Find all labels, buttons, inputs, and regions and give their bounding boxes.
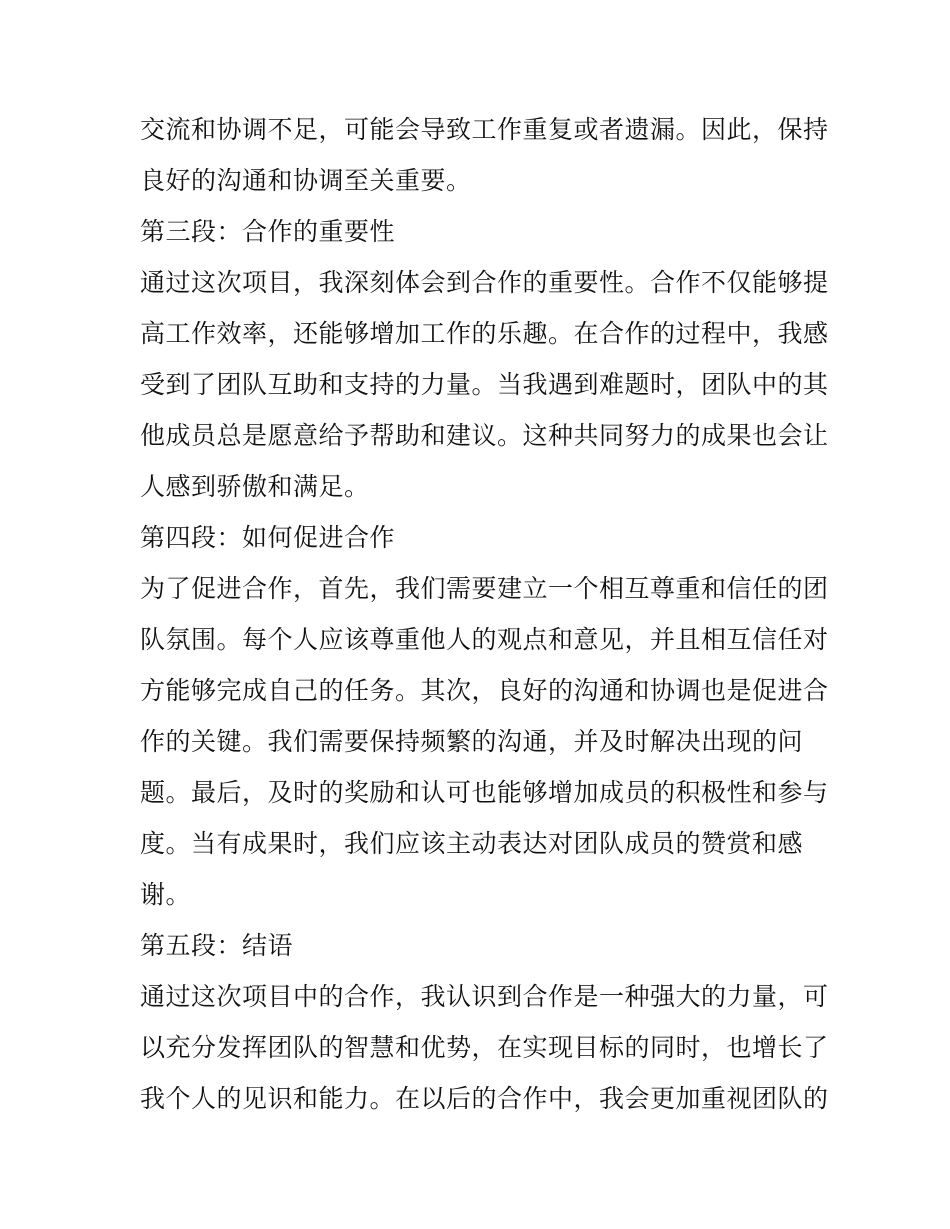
heading-text: 第三段：合作的重要性 — [140, 217, 396, 246]
text-line: 度。当有成果时，我们应该主动表达对团队成员的赞赏和感 — [140, 829, 804, 858]
section-heading-5 — [140, 920, 820, 971]
heading-text: 第四段：如何促进合作 — [140, 523, 396, 552]
text-line: 高工作效率，还能够增加工作的乐趣。在合作的过程中，我感 — [140, 319, 829, 348]
heading-text: 第五段：结语 — [140, 931, 294, 960]
text-line: 人感到骄傲和满足。 — [140, 472, 370, 501]
text-line: 我个人的见识和能力。在以后的合作中，我会更加重视团队的 — [140, 1084, 829, 1113]
text-line: 通过这次项目中的合作，我认识到合作是一种强大的力量，可 — [140, 982, 829, 1011]
text-line: 队氛围。每个人应该尊重他人的观点和意见，并且相互信任对 — [140, 625, 829, 654]
section-heading-4 — [140, 512, 820, 563]
text-line: 通过这次项目，我深刻体会到合作的重要性。合作不仅能够提 — [140, 268, 829, 297]
text-line: 受到了团队互助和支持的力量。当我遇到难题时，团队中的其 — [140, 370, 829, 399]
text-line: 谢。 — [140, 880, 192, 909]
paragraph-5 — [140, 971, 829, 1124]
paragraph-2-continued — [140, 104, 829, 206]
text-line: 题。最后，及时的奖励和认可也能够增加成员的积极性和参与 — [140, 778, 829, 807]
text-line: 他成员总是愿意给予帮助和建议。这种共同努力的成果也会让 — [140, 421, 829, 450]
paragraph-4 — [140, 563, 829, 920]
section-heading-3 — [140, 206, 820, 257]
text-line: 良好的沟通和协调至关重要。 — [140, 166, 472, 195]
document-body — [140, 104, 829, 1124]
text-line: 作的关键。我们需要保持频繁的沟通，并及时解决出现的问 — [140, 727, 804, 756]
paragraph-3 — [140, 257, 829, 512]
text-line: 以充分发挥团队的智慧和优势，在实现目标的同时，也增长了 — [140, 1033, 829, 1062]
text-line: 方能够完成自己的任务。其次，良好的沟通和协调也是促进合 — [140, 676, 829, 705]
text-line: 为了促进合作，首先，我们需要建立一个相互尊重和信任的团 — [140, 574, 829, 603]
text-line: 交流和协调不足，可能会导致工作重复或者遗漏。因此，保持 — [140, 115, 829, 144]
